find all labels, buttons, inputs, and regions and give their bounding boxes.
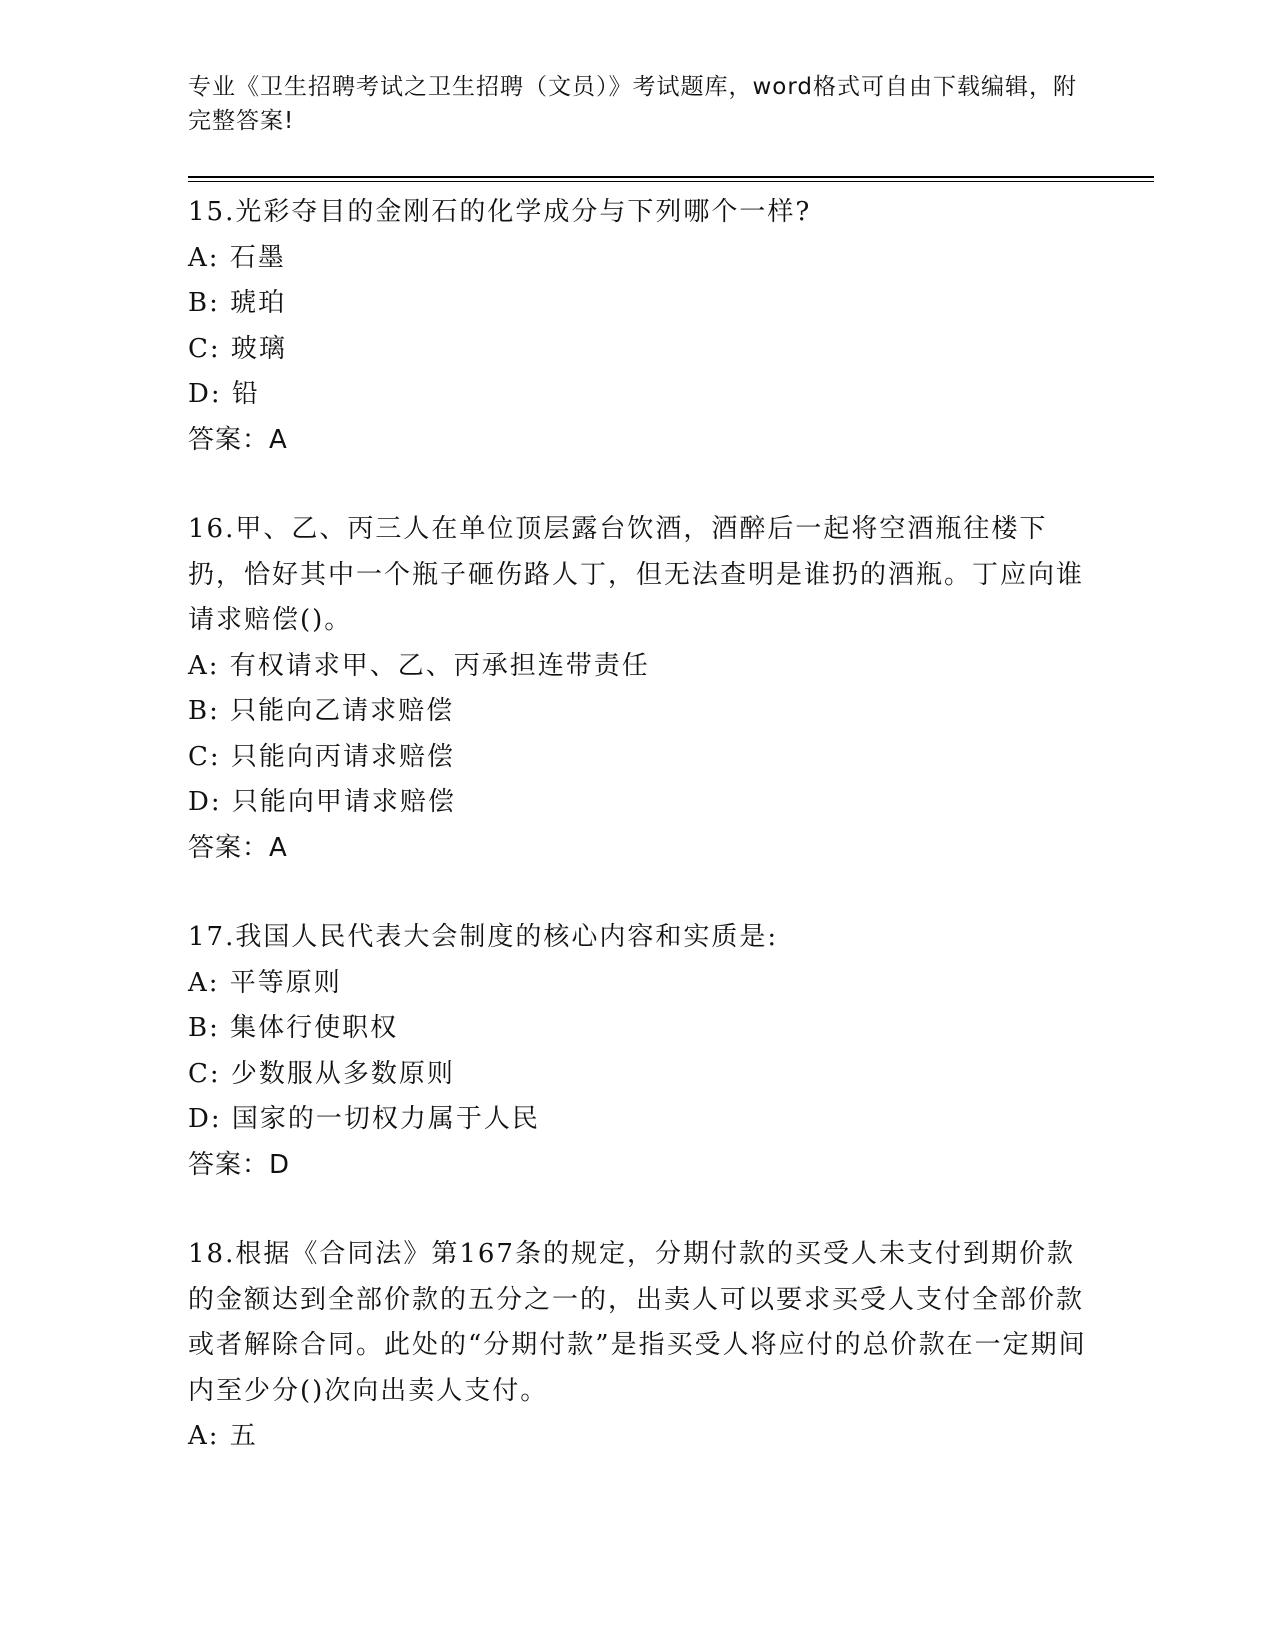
header-divider-thin bbox=[188, 181, 1154, 182]
option-a: A: 石墨 bbox=[188, 242, 286, 273]
option-d: D: 只能向甲请求赔偿 bbox=[188, 787, 456, 817]
question-17 bbox=[188, 915, 1088, 1188]
option-c: C: 玻璃 bbox=[188, 333, 287, 364]
option-b: B: 集体行使职权 bbox=[188, 1013, 399, 1043]
answer-line: 答案：A bbox=[188, 832, 288, 863]
option-c: C: 少数服从多数原则 bbox=[188, 1058, 455, 1089]
header-divider bbox=[188, 176, 1154, 178]
answer-line: 答案：A bbox=[188, 424, 288, 455]
option-a: A: 五 bbox=[188, 1421, 258, 1451]
option-c: C: 只能向丙请求赔偿 bbox=[188, 741, 455, 772]
option-d: D: 铅 bbox=[188, 379, 260, 409]
question-stem: 15.光彩夺目的金刚石的化学成分与下列哪个一样? bbox=[188, 197, 812, 227]
question-list bbox=[188, 190, 1088, 1504]
question-18 bbox=[188, 1232, 1088, 1460]
option-a: A: 有权请求甲、乙、丙承担连带责任 bbox=[188, 650, 650, 681]
option-a: A: 平等原则 bbox=[188, 967, 342, 998]
document-header: 专业《卫生招聘考试之卫生招聘（文员）》考试题库，word格式可自由下载编辑，附完整答案! bbox=[188, 74, 1078, 134]
question-stem: 17.我国人民代表大会制度的核心内容和实质是: bbox=[188, 922, 779, 952]
question-stem: 18.根据《合同法》第167条的规定，分期付款的买受人未支付到期价款的金额达到全部价款的五分之一的，出卖人可以要求买受人支付全部价款或者解除合同。此处的“分期付款”是指买受人将应付的总价款在一定期间内至少分()次向出卖人支付。 bbox=[188, 1239, 1087, 1406]
option-b: B: 琥珀 bbox=[188, 288, 287, 318]
option-d: D: 国家的一切权力属于人民 bbox=[188, 1104, 540, 1134]
question-15 bbox=[188, 190, 1088, 463]
question-stem: 16.甲、乙、丙三人在单位顶层露台饮酒，酒醉后一起将空酒瓶往楼下扔，恰好其中一个瓶子砸伤路人丁，但无法查明是谁扔的酒瓶。丁应向谁请求赔偿()。 bbox=[188, 514, 1085, 635]
answer-line: 答案：D bbox=[188, 1149, 291, 1180]
question-16 bbox=[188, 507, 1088, 871]
option-b: B: 只能向乙请求赔偿 bbox=[188, 696, 455, 726]
